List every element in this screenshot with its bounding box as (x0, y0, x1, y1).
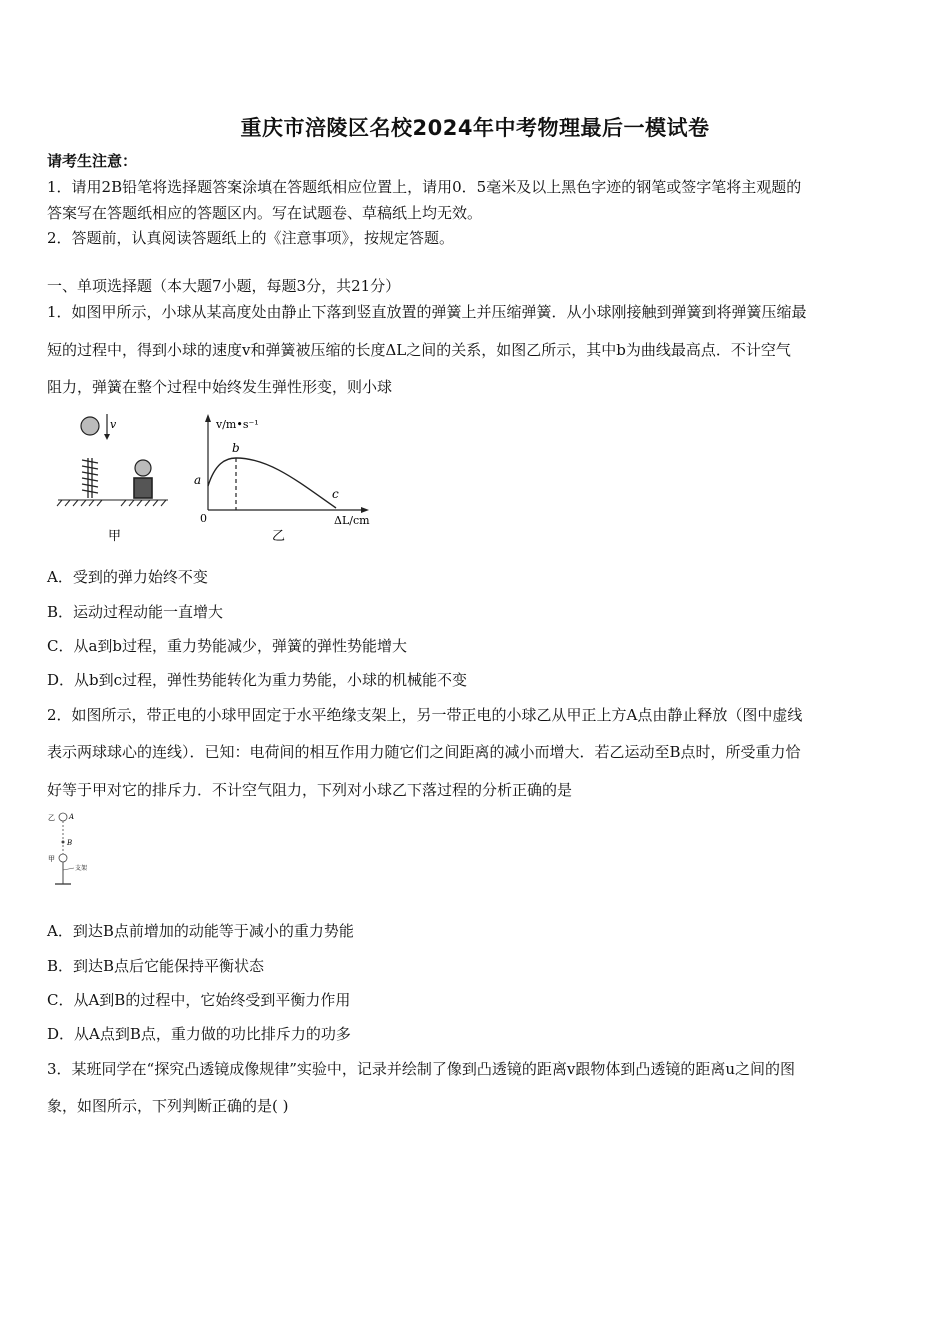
q1-option-b: B．运动过程动能一直增大 (47, 603, 224, 621)
label-a: A (69, 813, 75, 821)
label-b: B (67, 839, 73, 847)
arrow-v-label: v (110, 418, 117, 431)
ball-on-spring (135, 460, 151, 476)
label-yi: 乙 (48, 814, 55, 822)
v-curve (208, 458, 336, 508)
ball-jia (59, 854, 67, 862)
point-c-label: c (332, 487, 339, 501)
ground-hatching (57, 500, 168, 506)
label-jia: 甲 (48, 855, 55, 863)
q2-stem-line3: 好等于甲对它的排斥力．不计空气阻力，下列对小球乙下落过程的分析正确的是 (47, 781, 573, 799)
caption-yi: 乙 (272, 529, 286, 544)
q2-figure (44, 806, 104, 892)
q2-stem-line1: 2．如图所示，带正电的小球甲固定于水平绝缘支架上，另一带正电的小球乙从甲正上方A点由静止释放（图中虚线 (47, 706, 803, 724)
notice-item-1-cont: 答案写在答题纸相应的答题区内。写在试题卷、草稿纸上均无效。 (47, 204, 483, 222)
notice-item-1: 1．请用2B铅笔将选择题答案涂填在答题纸相应位置上，请用0．5毫米及以上黑色字迹的钢笔或签字笔将主观题的 (47, 178, 802, 196)
q3-stem-line2: 象，如图所示，下列判断正确的是( ) (47, 1097, 289, 1115)
point-b (62, 841, 65, 844)
point-b-label: b (232, 441, 240, 455)
q3-stem-line1: 3．某班同学在“探究凸透镜成像规律”实验中，记录并绘制了像到凸透镜的距离v跟物体到凸透镜的距离u之间的图 (47, 1060, 796, 1078)
notice-heading: 请考生注意： (47, 152, 138, 170)
page-title: 重庆市涪陵区名校2024年中考物理最后一模试卷 (240, 116, 710, 140)
label-stand: 支架 (75, 865, 88, 872)
point-a-label: a (194, 473, 202, 487)
q1-stem-line2: 短的过程中，得到小球的速度v和弹簧被压缩的长度ΔL之间的关系，如图乙所示，其中b为曲线最高点．不计空气 (47, 341, 791, 359)
notice-item-2: 2．答题前，认真阅读答题纸上的《注意事项》，按规定答题。 (47, 229, 455, 247)
x-axis-label: ΔL/cm (334, 514, 370, 527)
y-axis-label: v/m•s⁻¹ (216, 418, 259, 431)
q2-option-b: B．到达B点后它能保持平衡状态 (47, 957, 265, 975)
q1-stem-line3: 阻力，弹簧在整个过程中始终发生弹性形变，则小球 (47, 378, 393, 396)
spring-compressed (134, 478, 152, 498)
q2-option-c: C．从A到B的过程中，它始终受到平衡力作用 (47, 991, 351, 1009)
q1-option-c: C．从a到b过程，重力势能减少，弹簧的弹性势能增大 (47, 637, 408, 655)
q1-figure (50, 408, 390, 548)
q2-option-d: D．从A点到B点，重力做的功比排斥力的功多 (47, 1025, 351, 1043)
falling-ball (81, 417, 99, 435)
q2-stem-line2: 表示两球球心的连线）．已知：电荷间的相互作用力随它们之间距离的减小而增大．若乙运动至B点时，所受重力恰 (47, 743, 801, 761)
q2-option-a: A．到达B点前增加的动能等于减小的重力势能 (47, 922, 354, 940)
q1-stem-line1: 1．如图甲所示，小球从某高度处由静止下落到竖直放置的弹簧上并压缩弹簧．从小球刚接触到弹簧到将弹簧压缩最 (47, 303, 807, 321)
ball-yi (59, 813, 67, 821)
q1-option-d: D．从b到c过程，弹性势能转化为重力势能，小球的机械能不变 (47, 671, 468, 689)
caption-jia: 甲 (108, 529, 122, 544)
q1-option-a: A．受到的弹力始终不变 (47, 568, 208, 586)
origin-label: 0 (200, 512, 207, 525)
spring-uncompressed (82, 458, 98, 498)
section-heading: 一、单项选择题（本大题7小题，每题3分，共21分） (47, 277, 401, 295)
